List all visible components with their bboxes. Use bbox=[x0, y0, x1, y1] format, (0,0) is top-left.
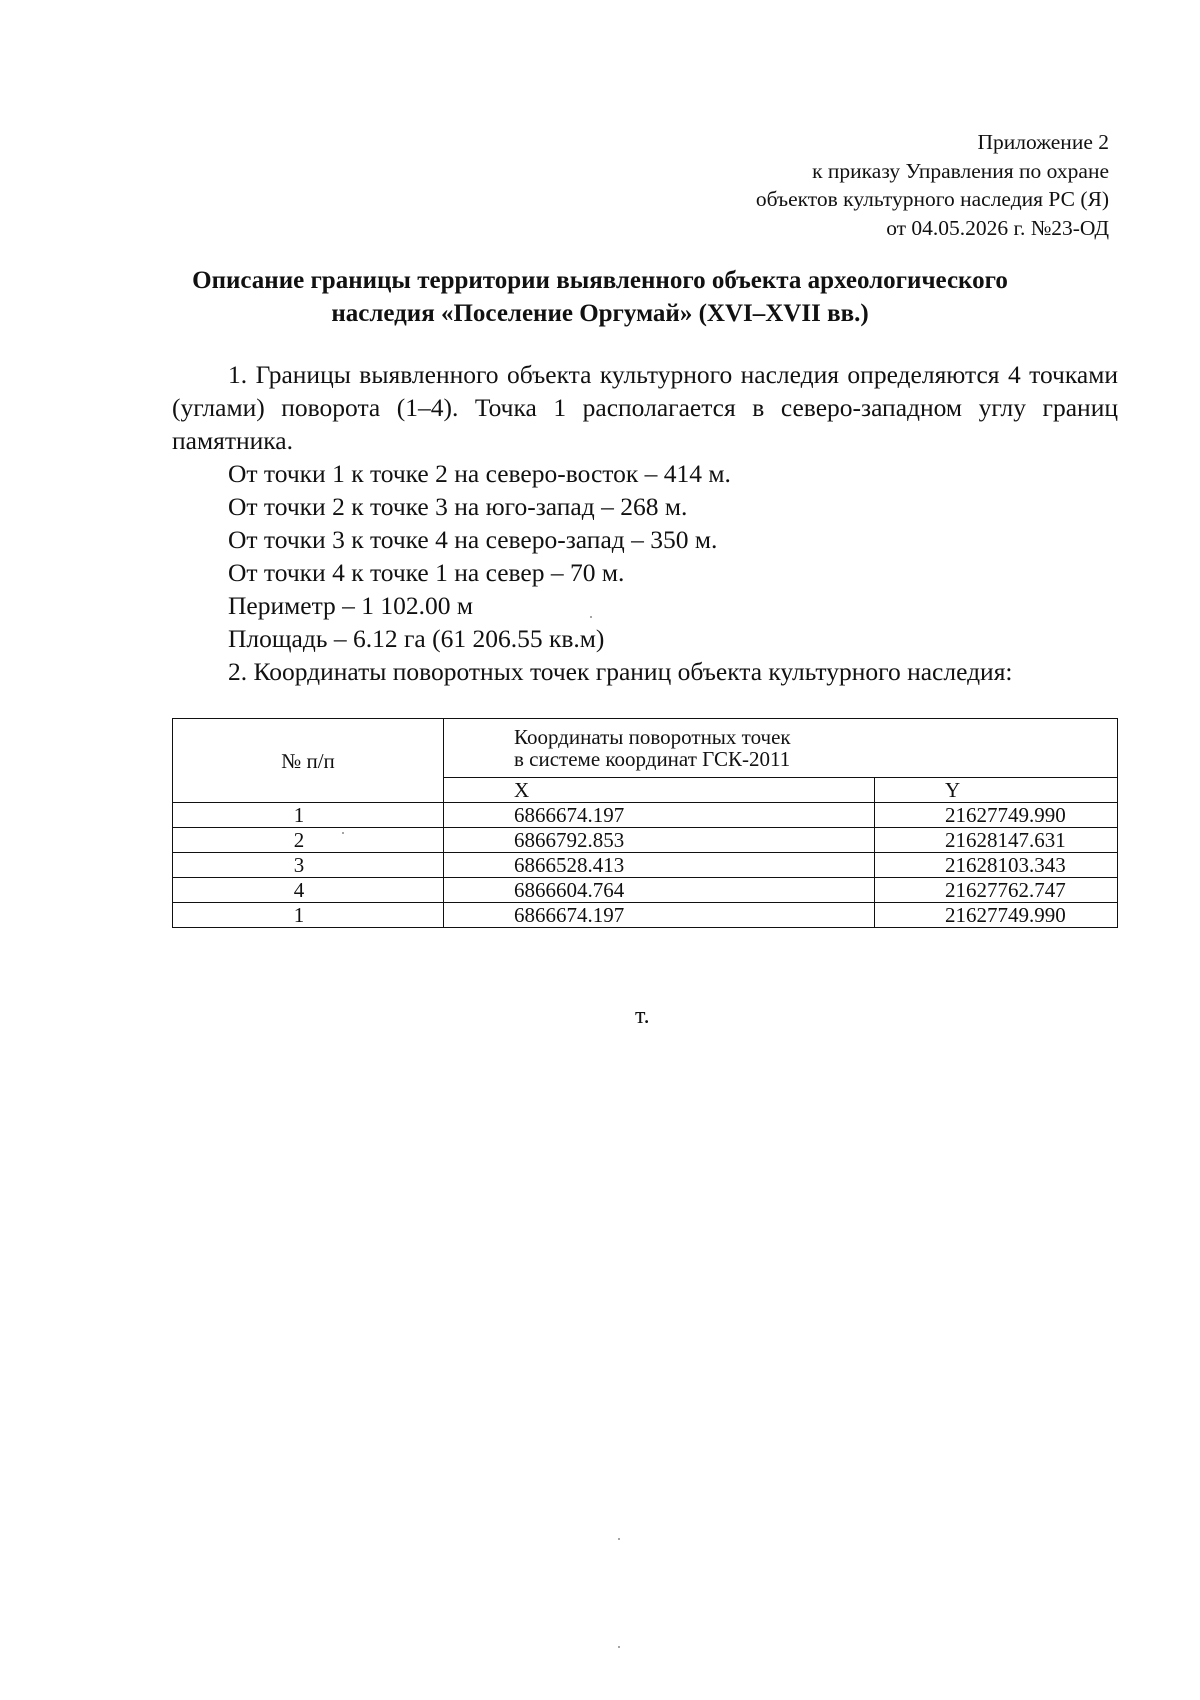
perimeter-text: Периметр – 1 102.00 м bbox=[228, 591, 474, 620]
header-x: X bbox=[444, 778, 875, 803]
appendix-authority: объектов культурного наследия РС (Я) bbox=[755, 187, 1109, 211]
row-number: 4 bbox=[173, 878, 444, 903]
table-row bbox=[173, 853, 1118, 878]
header-group-line-1: Координаты поворотных точек bbox=[514, 725, 791, 749]
area-text: Площадь – 6.12 га (61 206.55 кв.м) bbox=[228, 624, 605, 653]
row-number: 1 bbox=[173, 803, 444, 828]
paragraph-coordinates: 2. Координаты поворотных точек границ объекта культурного наследия: bbox=[228, 657, 1013, 686]
row-y: 21628103.343 bbox=[875, 853, 1118, 878]
table-header-row bbox=[173, 719, 1118, 778]
scan-speck bbox=[618, 1538, 620, 1540]
row-y: 21628147.631 bbox=[875, 828, 1118, 853]
header-y: Y bbox=[875, 778, 1118, 803]
table-row bbox=[173, 803, 1118, 828]
title-line-2: наследия «Поселение Оргумай» (XVI–XVII вв.) bbox=[331, 300, 869, 327]
segment-1-2: От точки 1 к точке 2 на северо-восток – 414 м. bbox=[228, 459, 731, 488]
document-body bbox=[172, 358, 1118, 688]
table-row bbox=[173, 903, 1118, 928]
row-x: 6866674.197 bbox=[444, 903, 875, 928]
segment-3-4: От точки 3 к точке 4 на северо-запад – 350 м. bbox=[228, 525, 718, 554]
row-number: 1 bbox=[173, 903, 444, 928]
header-number: № п/п bbox=[173, 719, 444, 803]
document-title bbox=[150, 264, 1050, 330]
header-coordinates-group bbox=[444, 719, 1118, 778]
scan-speck bbox=[618, 1646, 620, 1648]
segment-4-1: От точки 4 к точке 1 на север – 70 м. bbox=[228, 558, 625, 587]
row-x: 6866604.764 bbox=[444, 878, 875, 903]
row-number: 3 bbox=[173, 853, 444, 878]
row-x: 6866674.197 bbox=[444, 803, 875, 828]
row-y: 21627762.747 bbox=[875, 878, 1118, 903]
paragraph-boundaries: 1. Границы выявленного объекта культурного наследия определяются 4 точками (углами) поворота (1–4). Точка 1 располагается в северо-западном углу границ памятника. bbox=[172, 360, 1118, 455]
table-row bbox=[173, 878, 1118, 903]
appendix-header bbox=[756, 128, 1109, 242]
appendix-order-date: от 04.05.2026 г. №23-ОД bbox=[886, 215, 1109, 240]
table-row bbox=[173, 828, 1118, 853]
row-number: 2 bbox=[173, 828, 444, 853]
row-y: 21627749.990 bbox=[875, 803, 1118, 828]
segment-2-3: От точки 2 к точке 3 на юго-запад – 268 м. bbox=[228, 492, 688, 521]
coordinates-table bbox=[172, 718, 1118, 928]
row-x: 6866792.853 bbox=[444, 828, 875, 853]
scan-speck bbox=[342, 832, 344, 834]
title-line-1: Описание границы территории выявленного объекта археологического bbox=[192, 267, 1008, 294]
stray-mark: т. bbox=[635, 1003, 650, 1029]
appendix-number: Приложение 2 bbox=[977, 130, 1109, 154]
row-x: 6866528.413 bbox=[444, 853, 875, 878]
row-y: 21627749.990 bbox=[875, 903, 1118, 928]
header-group-line-2: в системе координат ГСК-2011 bbox=[514, 747, 791, 771]
appendix-order-ref: к приказу Управления по охране bbox=[812, 158, 1109, 183]
scan-speck bbox=[590, 616, 592, 618]
